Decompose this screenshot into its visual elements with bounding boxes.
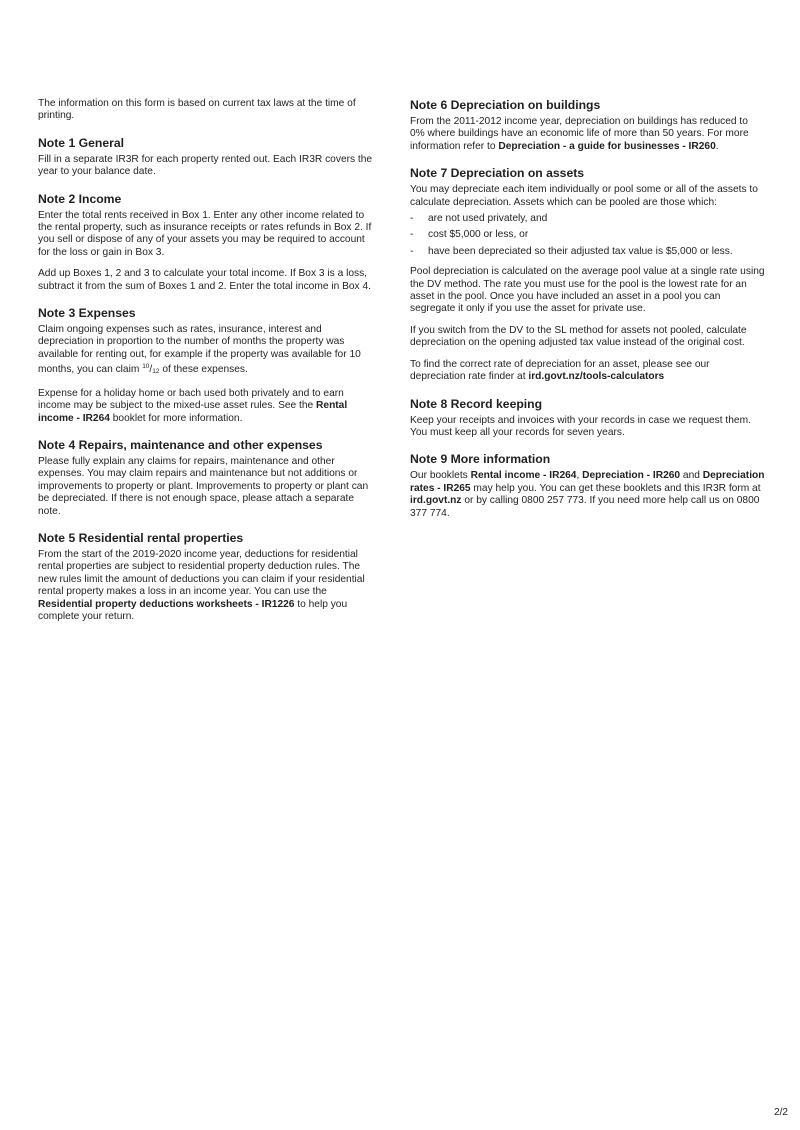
note4-heading: Note 4 Repairs, maintenance and other expenses: [38, 437, 323, 452]
note7-paragraph-3: If you switch from the DV to the SL method for assets not pooled, calculate depreciation on the opening adjusted tax value instead of the original cost.: [410, 324, 747, 349]
list-item: - cost $5,000 or less, or: [410, 229, 529, 241]
note8-text: Keep your receipts and invoices with your records in case we request them. You must keep all your records for seven years.: [410, 414, 751, 438]
note5-text: From the start of the 2019-2020 income year, deductions for residential rental properties are subject to residential property deduction rules. The new rules limit the amount of deductions you can claim if your residential rental property makes a loss in an income year. You can use the Residential property deductions worksheets - IR1226 to help you complete your return.: [38, 548, 365, 622]
note6-heading: Note 6 Depreciation on buildings: [410, 98, 601, 112]
note4-text: Please fully explain any claims for repairs, maintenance and other expenses. You may claim repairs and maintenance but not additions or improvements to property or plant. Improvements to property or plant can be depreciated. If there is not enough space, please attach a separate note.: [38, 455, 369, 517]
note6-text: From the 2011-2012 income year, depreciation on buildings has reduced to 0% where buildings have an economic life of more than 50 years. For more information refer to Depreciation - a guide for businesses - IR260.: [410, 116, 749, 152]
page-number: 2/2: [774, 1107, 788, 1118]
note2-paragraph-1: Enter the total rents received in Box 1. Enter any other income related to the rental property, such as insurance receipts or rates refunds in Box 2. If you sell or dispose of any of your assets you may be required to account for the loss or gain in Box 3.: [38, 209, 372, 258]
note7-paragraph-1: You may depreciate each item individually or pool some or all of the assets to calculate depreciation. Assets which can be pooled are those which:: [410, 184, 758, 208]
note1-heading: Note 1 General: [38, 135, 125, 150]
list-item: - are not used privately, and: [410, 213, 548, 225]
note9-text: Our booklets Rental income - IR264, Depreciation - IR260 and Depreciation rates - IR265 may help you. You can get these booklets and this IR3R form at ird.govt.nz or by calling 0800 257 773. If you need more help call us on 0800 377 774.: [410, 470, 765, 519]
note7-heading: Note 7 Depreciation on assets: [410, 166, 585, 181]
intro-text: The information on this form is based on current tax laws at the time of printing.: [38, 98, 356, 122]
list-item: - have been depreciated so their adjusted tax value is $5,000 or less.: [410, 245, 733, 257]
ird-website-link[interactable]: ird.govt.nz: [410, 495, 462, 507]
booklet-ref-ir264: Rental income - IR264: [38, 400, 348, 424]
note9-heading: Note 9 More information: [410, 452, 551, 467]
note2-paragraph-2: Add up Boxes 1, 2 and 3 to calculate your total income. If Box 3 is a loss, subtract it from the sum of Boxes 1 and 2. Enter the total income in Box 4.: [38, 268, 371, 292]
note7-paragraph-2: Pool depreciation is calculated on the average pool value at a single rate using the DV method. The rate you must use for the pool is the lowest rate for an asset in the pool. Once you have included an asset in a pool you can segregate it only if you use the asset for private use.: [410, 266, 765, 315]
note2-heading: Note 2 Income: [38, 191, 122, 206]
booklet-ref-ir264: Rental income - IR264: [470, 470, 577, 482]
booklet-ref-ir260: Depreciation - IR260: [582, 470, 681, 482]
left-column: [38, 98, 378, 632]
note7-paragraph-4: To find the correct rate of depreciation for an asset, please see our depreciation rate finder at ird.govt.nz/tools-calculators: [410, 358, 710, 383]
note3-heading: Note 3 Expenses: [38, 306, 136, 321]
note8-heading: Note 8 Record keeping: [410, 396, 543, 411]
pooling-criteria-list: [410, 213, 765, 258]
booklet-ref-ir265: Depreciation rates - IR265: [410, 470, 765, 494]
worksheet-ref-ir1226: Residential property deductions worksheets - IR1226: [38, 598, 295, 610]
note5-heading: Note 5 Residential rental properties: [38, 530, 244, 545]
note3-paragraph-1: Claim ongoing expenses such as rates, insurance, interest and depreciation in proportion to the number of months the property was available for renting out, for example if the property was available for 10 months, you can claim $^{10}/_{12}$ of these expenses.: [38, 324, 361, 376]
note1-text: Fill in a separate IR3R for each property rented out. Each IR3R covers the year to your balance date.: [38, 153, 373, 178]
calculator-link[interactable]: ird.govt.nz/tools-calculators: [528, 371, 665, 383]
fraction-ten-twelfths: $^{10}/_{12}$: [142, 363, 160, 376]
note3-paragraph-2: Expense for a holiday home or bach used both privately and to earn income may be subject to the mixed-use asset rules. See the Rental income - IR264 booklet for more information.: [38, 387, 348, 424]
right-column: [410, 98, 765, 529]
guide-ref-ir260: Depreciation - a guide for businesses - IR260: [498, 140, 716, 152]
